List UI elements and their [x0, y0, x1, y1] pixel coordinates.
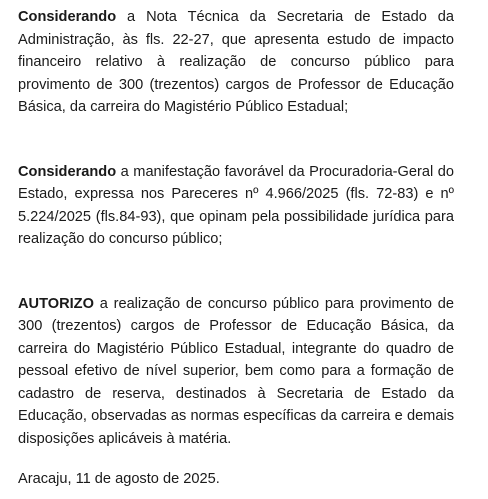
- paragraph-autorizo: [18, 293, 454, 451]
- paragraph-lead: Considerando: [18, 9, 117, 25]
- paragraph-considerando-nota-tecnica: [18, 6, 454, 119]
- paragraph-text: a manifestação favorável da Procuradoria-Geral do Estado, expressa nos Pareceres nº 4.966/2025 (fls. 72-83) e nº 5.224/2025 (fls.84-93), que opinam pela possibilidade jurídica para realização do concurso público;: [18, 163, 454, 247]
- paragraph-text: a realização de concurso público para provimento de 300 (trezentos) cargos de Professor de Educação Básica, da carreira do Magistério Público Estadual, integrante do quadro de pessoal efetivo de nível superior, bem como para a formação de cadastro de reserva, destinados à Secretaria de Estado da Educação, observadas as normas específicas da carreira e demais disposições aplicáveis à matéria.: [18, 295, 454, 447]
- paragraph-lead: Considerando: [18, 163, 117, 180]
- paragraph-text: a Nota Técnica da Secretaria de Estado da Administração, às fls. 22-27, que apresenta estudo de impacto financeiro relativo à realização de concurso público para provimento de 300 (trezentos) cargos de Professor de Educação Básica, da carreira do Magistério Público Estadual;: [18, 9, 454, 115]
- paragraph-lead: AUTORIZO: [18, 295, 94, 312]
- closing-date-line: Aracaju, 11 de agosto de 2025.: [18, 471, 220, 487]
- document-body: [18, 6, 454, 491]
- paragraph-considerando-procuradoria: [18, 161, 454, 251]
